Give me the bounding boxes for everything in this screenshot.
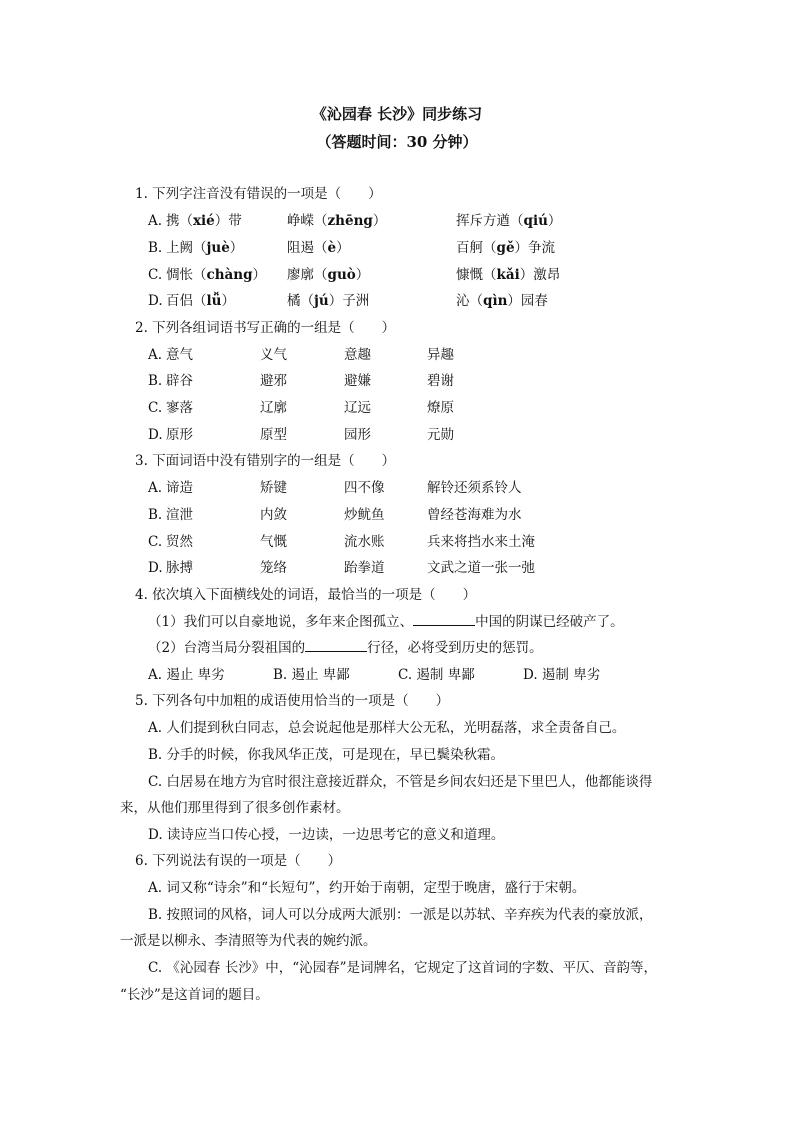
q2-b-word1: 辟谷	[166, 373, 193, 389]
q1-a-item1	[166, 212, 242, 230]
q1-b-label: B.	[148, 240, 163, 256]
q2-d-word4: 元勋	[427, 427, 454, 443]
q4-sentence-2	[148, 639, 543, 657]
q3-b-word2: 内敛	[260, 507, 287, 523]
q4-sentence-1-after: 中国的阴谋已经破产了。	[475, 614, 624, 630]
q1-b-item2-char: 阻遏（	[287, 240, 328, 256]
q1-b-item3-char: 百舸（	[456, 240, 497, 256]
q3-c-word1: 贸然	[166, 534, 193, 550]
q2-a-word1: 意气	[166, 347, 193, 363]
q3-b-word4: 曾经苍海难为水	[427, 507, 522, 523]
q4-option-a: A. 遏止 卑劣	[148, 667, 225, 683]
question-5-stem: 5. 下列各句中加粗的成语使用恰当的一项是（ ）	[135, 693, 450, 709]
q1-c-item3-rest: ）激昂	[519, 267, 561, 283]
q1-a-label: A.	[148, 213, 163, 229]
q2-a-word4: 异趣	[427, 347, 454, 363]
q2-b-word2: 避邪	[260, 373, 287, 389]
q1-a-item3	[456, 212, 561, 230]
page-title: 《沁园春 长沙》同步练习	[311, 105, 483, 123]
q2-d-word1: 原形	[166, 427, 193, 443]
q1-b-item1-pinyin: juè	[206, 240, 230, 256]
q1-d-item2-char: 橘（	[287, 293, 314, 309]
q1-c-item1-rest: ）	[252, 267, 267, 283]
q1-a-item2	[287, 212, 386, 230]
q3-a-word2: 矫键	[260, 480, 287, 496]
q1-d-item3-char: 沁（	[456, 293, 483, 309]
q1-a-item3-pinyin: qiú	[523, 213, 548, 229]
q2-b-word4: 碧谢	[427, 373, 454, 389]
q3-c-word4: 兵来将挡水来土淹	[427, 534, 535, 550]
q1-a-item2-rest: ）	[372, 213, 387, 229]
q3-d-word4: 文武之道一张一弛	[427, 560, 535, 576]
q1-c-item2-pinyin: guò	[327, 267, 356, 283]
question-2-stem: 2. 下列各组词语书写正确的一组是（ ）	[135, 320, 396, 336]
q4-sentence-1-before: （1）我们可以自豪地说，多年来企图孤立、	[148, 614, 414, 630]
page-subtitle: （答题时间：30 分钟）	[316, 133, 478, 151]
q2-c-label: C.	[148, 400, 163, 416]
q6-option-b-line1: B. 按照词的风格，词人可以分成两大派别：一派是以苏轼、辛弃疾为代表的豪放派，	[148, 907, 653, 923]
q1-a-item3-char: 挥斥方遒（	[456, 213, 524, 229]
q1-b-item2-rest: ）	[336, 240, 350, 256]
q2-c-word4: 燎原	[427, 400, 454, 416]
q5-option-d: D. 读诗应当口传心授，一边读，一边思考它的意义和道理。	[148, 827, 505, 843]
question-3-stem: 3. 下面词语中没有错别字的一组是（ ）	[135, 453, 396, 469]
q4-option-d: D. 遏制 卑劣	[523, 667, 601, 683]
question-1-stem: 1. 下列字注音没有错误的一项是（ ）	[135, 186, 382, 202]
q3-c-word2: 气慨	[260, 534, 287, 550]
q4-option-b: B. 遏止 卑鄙	[273, 667, 350, 683]
q3-a-word1: 谛造	[166, 480, 193, 496]
q1-d-item1	[166, 292, 235, 310]
q3-d-label: D.	[148, 560, 163, 576]
q2-c-word2: 辽廓	[260, 400, 287, 416]
q1-d-item1-char: 百侣（	[166, 293, 207, 309]
q1-a-item3-rest: ）	[547, 213, 562, 229]
q1-c-label: C.	[148, 267, 163, 283]
q4-option-c: C. 遏制 卑鄙	[398, 667, 475, 683]
q3-a-word3: 四不像	[344, 480, 385, 496]
q1-d-item1-rest: ）	[221, 293, 235, 309]
q3-d-word1: 脉搏	[166, 560, 193, 576]
q2-a-label: A.	[148, 347, 163, 363]
q5-option-a: A. 人们提到秋白同志，总会说起他是那样大公无私，光明磊落，求全责备自己。	[148, 720, 626, 736]
q1-c-item2-rest: ）	[355, 267, 370, 283]
q2-c-word1: 寥落	[166, 400, 193, 416]
q2-d-word3: 园形	[344, 427, 371, 443]
q1-d-item3	[456, 292, 548, 310]
q2-b-label: B.	[148, 373, 163, 389]
q1-d-item3-rest: ）园春	[507, 293, 548, 309]
q1-b-item3	[456, 239, 555, 257]
q6-option-a: A. 词又称“诗余”和“长短句”，约开始于南朝，定型于晚唐，盛行于宋朝。	[148, 880, 586, 896]
q1-a-item2-char: 峥嵘（	[287, 213, 328, 229]
q2-a-word2: 义气	[260, 347, 287, 363]
q2-d-word2: 原型	[260, 427, 287, 443]
q3-d-word3: 跆拳道	[344, 560, 385, 576]
q4-sentence-1	[148, 613, 624, 631]
q1-a-item2-pinyin: zhēng	[327, 213, 373, 229]
q1-a-item1-char: 携（	[166, 213, 193, 229]
q1-d-item1-pinyin: lǚ	[206, 293, 222, 309]
q3-b-word1: 渲泄	[166, 507, 193, 523]
q1-d-item2-pinyin: jú	[314, 293, 329, 309]
q2-b-word3: 避嫌	[344, 373, 371, 389]
q1-d-item2-rest: ）子洲	[328, 293, 370, 309]
q1-b-item1-rest: ）	[229, 240, 244, 256]
q3-c-label: C.	[148, 534, 163, 550]
q1-b-item3-pinyin: gě	[496, 240, 515, 256]
q2-d-label: D.	[148, 427, 163, 443]
question-6-stem: 6. 下列说法有误的一项是（ ）	[135, 853, 342, 869]
q1-d-label: D.	[148, 293, 163, 309]
q1-c-item1	[166, 266, 266, 284]
q1-b-item1	[166, 239, 243, 257]
q2-a-word3: 意趣	[344, 347, 371, 363]
q1-d-item2	[287, 292, 369, 310]
q1-b-item2-pinyin: è	[327, 240, 337, 256]
q1-c-item2	[287, 266, 369, 284]
q1-c-item2-char: 廖廓（	[287, 267, 328, 283]
q3-b-label: B.	[148, 507, 163, 523]
q1-c-item3-pinyin: kǎi	[496, 267, 520, 283]
q1-a-item1-rest: ）带	[214, 213, 242, 229]
q6-option-c-line2: “长沙”是这首词的题目。	[120, 987, 269, 1003]
q1-d-item3-pinyin: qìn	[483, 293, 508, 309]
q5-option-c-line1: C. 白居易在地方为官时很注意接近群众，不管是乡间农妇还是下里巴人，他都能谈得	[148, 774, 653, 790]
q4-sentence-2-before: （2）台湾当局分裂祖国的	[148, 640, 306, 656]
question-4-stem: 4. 依次填入下面横线处的词语，最恰当的一项是（ ）	[135, 587, 477, 603]
q6-option-c-line1: C. 《沁园春 长沙》中，“沁园春”是词牌名，它规定了这首词的字数、平仄、音韵等，	[148, 960, 658, 976]
q2-c-word3: 辽远	[344, 400, 371, 416]
q4-blank-2	[305, 639, 367, 652]
q1-b-item2	[287, 239, 350, 257]
q3-b-word3: 炒鱿鱼	[344, 507, 385, 523]
q3-a-word4: 解铃还须系铃人	[427, 480, 522, 496]
q1-a-item1-pinyin: xié	[193, 213, 215, 229]
q1-b-item3-rest: ）争流	[514, 240, 556, 256]
q6-option-b-line2: 一派是以柳永、李清照等为代表的婉约派。	[120, 933, 377, 949]
q1-c-item3	[456, 266, 560, 284]
q1-c-item3-char: 慷慨（	[456, 267, 497, 283]
q1-c-item1-pinyin: chàng	[206, 267, 253, 283]
q5-option-b: B. 分手的时候，你我风华正茂，可是现在，早已鬓染秋霜。	[148, 747, 505, 763]
q4-sentence-2-after: 行径，必将受到历史的惩罚。	[367, 640, 543, 656]
q3-d-word2: 笼络	[260, 560, 287, 576]
q3-a-label: A.	[148, 480, 163, 496]
q4-blank-1	[413, 613, 475, 626]
q1-c-item1-char: 惆怅（	[166, 267, 207, 283]
q5-option-c-line2: 来，从他们那里得到了很多创作素材。	[120, 800, 350, 816]
q1-b-item1-char: 上阙（	[166, 240, 207, 256]
q3-c-word3: 流水账	[344, 534, 385, 550]
